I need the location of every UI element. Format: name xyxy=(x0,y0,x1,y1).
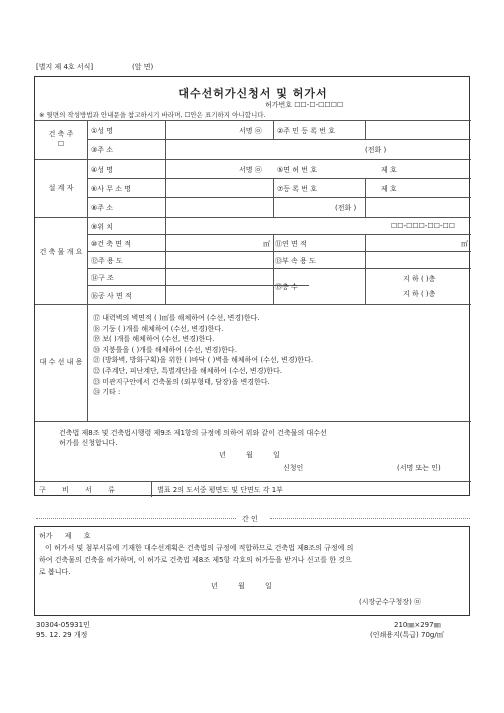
applicant-sign: (서명 또는 인) xyxy=(397,464,441,472)
building-section-label: 건 축 물 개 요 xyxy=(39,248,83,256)
location-label: ⑨위 치 xyxy=(91,223,114,231)
designer-phone-label: (전화 ) xyxy=(335,204,357,212)
permit-text-1: 이 허가서 및 첨부서류에 기재한 대수선계획은 건축법의 규정에 적합하므로 건축법 제8조의 규정에 의 xyxy=(45,544,354,552)
designer-office-label: ⑥사 무 소 명 xyxy=(91,185,131,193)
designer-license-value: 제 호 xyxy=(381,166,397,174)
permit-section xyxy=(34,526,470,616)
repair-item: ⑰ 내력벽의 벽면적 ( )㎡를 해체하여 (수선, 변경)한다. xyxy=(93,314,260,322)
footer-date: 95. 12. 29 개정 xyxy=(36,631,88,639)
repair-item: ㉒ (주계단, 피난계단, 특별계단)을 해체하여 (수선, 변경)한다. xyxy=(93,366,282,375)
owner-sign-label: 서명 ㉧ xyxy=(239,127,262,135)
form-title: 대수선허가신청서 및 허가서 xyxy=(178,87,328,100)
applicant-label: 신청인 xyxy=(283,464,304,472)
designer-section-label: 설 계 자 xyxy=(48,184,74,192)
structure-label: ⑭구 조 xyxy=(91,274,114,282)
repair-item: ⑳ 지붕틀을 ( )개를 해체하여 (수선, 변경)한다. xyxy=(93,345,237,354)
floors-above: 지 하 ( )층 xyxy=(403,290,436,298)
floors-label: ⑮층 수 xyxy=(275,283,298,291)
repair-item: ㉓ 미관지구안에서 건축물의 (외부형태, 담장)을 변경한다. xyxy=(93,377,270,386)
permit-number: 허가 제 호 xyxy=(39,532,91,540)
owner-name-label: ①성 명 xyxy=(91,127,114,135)
building-area-label: ⑩건 축 면 적 xyxy=(91,240,131,248)
documents-value: 별표 2의 도서중 평면도 및 단면도 각 1부 xyxy=(157,486,283,494)
owner-rrn-label: ②주 민 등 록 번 호 xyxy=(277,127,335,135)
designer-reg-value: 제 호 xyxy=(381,185,397,193)
footer-paper: (인쇄용지(특급) 70g/㎡ xyxy=(370,631,444,639)
application-form xyxy=(34,76,470,496)
repair-section-label: 대 수 선 내 용 xyxy=(39,358,83,366)
owner-phone-label: (전화 ) xyxy=(365,146,387,154)
floor-area-label: ⑪연 면 적 xyxy=(275,240,307,248)
repair-items-list xyxy=(93,313,313,398)
permit-issuer: (시장군수구청장) ㉧ xyxy=(359,598,422,606)
instructions: ※ 뒷면의 작성방법과 안내문을 참고하시기 바라며, ☐안은 표기하지 아니합니다. xyxy=(39,111,266,119)
repair-item: ㉔ 기타 : xyxy=(93,388,121,397)
location-value: ☐☐-☐☐☐-☐☐-☐☐ xyxy=(391,222,456,230)
cut-label: 간 인 xyxy=(242,515,258,523)
main-use-label: ⑫주 용 도 xyxy=(91,257,123,265)
floor-area-unit: ㎡ xyxy=(461,240,468,248)
repair-item: ㉑ (방화벽, 방화구획)을 위한 ( )바닥 ( )벽을 해체하여 (수선, 변경)한다. xyxy=(93,356,314,365)
designer-name-label: ④성 명 xyxy=(91,166,114,174)
designer-address-label: ⑧주 소 xyxy=(91,204,114,212)
construction-area-label: ⑯공 사 면 적 xyxy=(91,292,132,300)
owner-section-label: 건 축 주 ☐ xyxy=(48,130,74,148)
page-side: (앞 면) xyxy=(132,63,154,71)
permit-text-2: 하여 건축물의 건축을 허가하며, 이 허가로 건축법 제8조 제5항 각호의 허가등을 받거나 신고를 한 것으 xyxy=(39,556,352,564)
application-text-1: 건축법 제8조 및 건축법시행령 제9조 제1항의 규정에 의하여 위와 같이 건축물의 대수선 xyxy=(59,429,327,437)
documents-label: 구 비 서 류 xyxy=(39,486,115,494)
permit-number-label: 허가번호 ☐☐-☐-☐☐☐☐ xyxy=(265,101,344,109)
application-text-2: 허가를 신청합니다. xyxy=(59,439,118,447)
owner-address-label: ③주 소 xyxy=(91,146,114,154)
footer-size: 210㎜×297㎜ xyxy=(394,621,441,629)
sub-use-label: ⑬부 속 용 도 xyxy=(275,257,316,265)
building-area-unit: ㎡ xyxy=(263,240,270,248)
footer-code: 30304-05931민 xyxy=(36,621,90,629)
permit-date: 년 월 일 xyxy=(211,582,272,590)
form-number: [별지 제 4호 서식] xyxy=(36,63,94,71)
designer-license-label: ⑤면 허 번 호 xyxy=(277,166,317,174)
designer-sign-label: 서명 ㉧ xyxy=(239,166,262,174)
floors-underground: 지 하 ( )층 xyxy=(403,275,436,283)
designer-reg-label: ⑦등 록 번 호 xyxy=(277,185,317,193)
application-date: 년 월 일 xyxy=(219,451,280,459)
permit-text-3: 로 봅니다. xyxy=(39,568,71,576)
repair-item: ⑱ 기둥 ( )개를 해체하여 (수선, 변경)한다. xyxy=(93,324,224,333)
repair-item: ⑲ 보( )개를 해체하여 (수선, 변경)한다. xyxy=(93,335,215,344)
